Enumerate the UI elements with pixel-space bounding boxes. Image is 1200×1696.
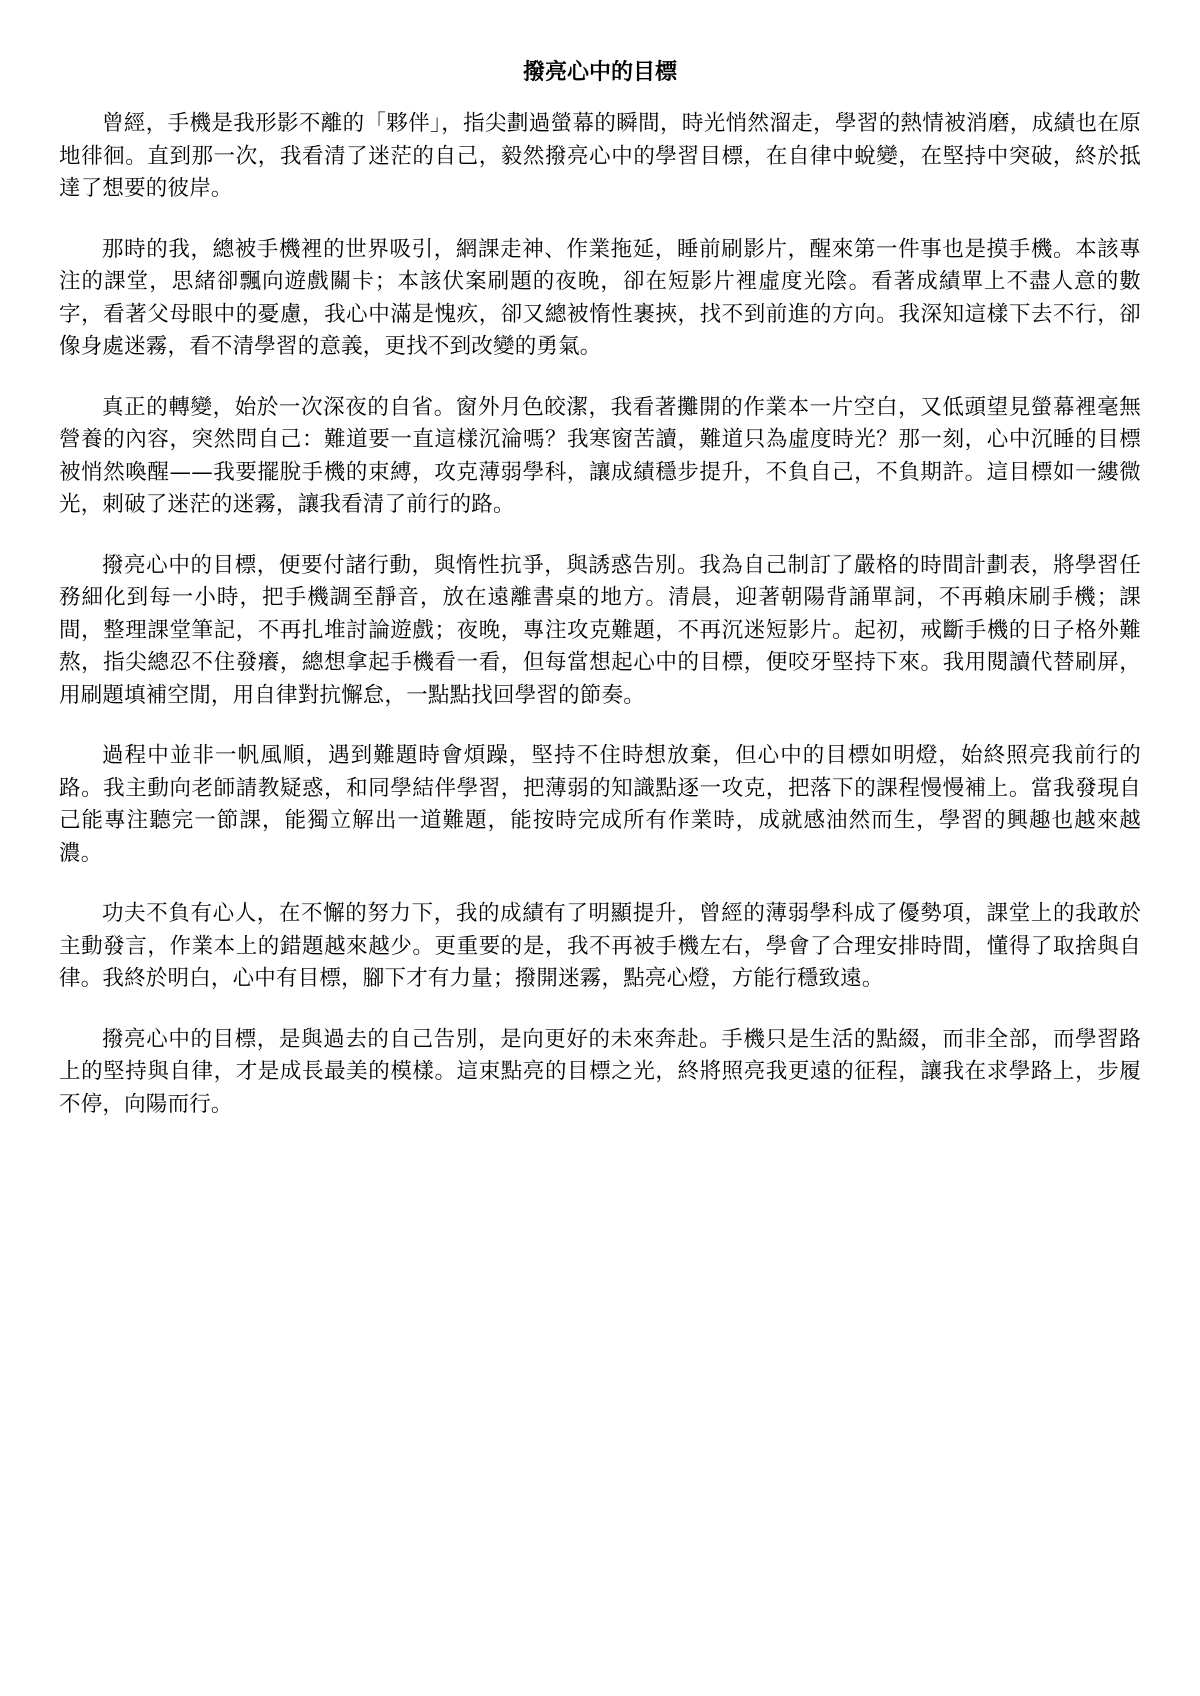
paragraph-1: 曾經，手機是我形影不離的「夥伴」，指尖劃過螢幕的瞬間，時光悄然溜走，學習的熱情被消磨，成績也在原地徘徊。直到那一次，我看清了迷茫的自己，毅然撥亮心中的學習目標，在自律中蛻變，在堅持中突破，終於抵達了想要的彼岸。 bbox=[59, 111, 1141, 201]
document-page bbox=[59, 58, 1141, 1149]
paragraph-7: 撥亮心中的目標，是與過去的自己告別，是向更好的未來奔赴。手機只是生活的點綴，而非全部，而學習路上的堅持與自律，才是成長最美的模樣。這束點亮的目標之光，終將照亮我更遠的征程，讓我在求學路上，步履不停，向陽而行。 bbox=[59, 1026, 1141, 1117]
paragraph-2: 那時的我，總被手機裡的世界吸引，網課走神、作業拖延，睡前刷影片，醒來第一件事也是摸手機。本該專注的課堂，思緒卻飄向遊戲關卡；本該伏案刷題的夜晚，卻在短影片裡虛度光陰。看著成績單上不盡人意的數字，看著父母眼中的憂慮，我心中滿是愧疚，卻又總被惰性裹挾，找不到前進的方向。我深知這樣下去不行，卻像身處迷霧，看不清學習的意義，更找不到改變的勇氣。 bbox=[59, 236, 1141, 359]
paragraph-3: 真正的轉變，始於一次深夜的自省。窗外月色皎潔，我看著攤開的作業本一片空白，又低頭望見螢幕裡毫無營養的內容，突然問自己：難道要一直這樣沉淪嗎？我寒窗苦讀，難道只為虛度時光？那一刻，心中沉睡的目標被悄然喚醒——我要擺脫手機的束縛，攻克薄弱學科，讓成績穩步提升，不負自己，不負期許。這目標如一縷微光，刺破了迷茫的迷霧，讓我看清了前行的路。 bbox=[59, 394, 1141, 517]
paragraph-5: 過程中並非一帆風順，遇到難題時會煩躁，堅持不住時想放棄，但心中的目標如明燈，始終照亮我前行的路。我主動向老師請教疑惑，和同學結伴學習，把薄弱的知識點逐一攻克，把落下的課程慢慢補上。當我發現自己能專注聽完一節課，能獨立解出一道難題，能按時完成所有作業時，成就感油然而生，學習的興趣也越來越濃。 bbox=[59, 743, 1141, 866]
paragraph-6: 功夫不負有心人，在不懈的努力下，我的成績有了明顯提升，曾經的薄弱學科成了優勢項，課堂上的我敢於主動發言，作業本上的錯題越來越少。更重要的是，我不再被手機左右，學會了合理安排時間，懂得了取捨與自律。我終於明白，心中有目標，腳下才有力量；撥開迷霧，點亮心燈，方能行穩致遠。 bbox=[59, 901, 1141, 991]
document-title: 撥亮心中的目標 bbox=[522, 60, 677, 85]
paragraph-4: 撥亮心中的目標，便要付諸行動，與惰性抗爭，與誘惑告別。我為自己制訂了嚴格的時間計劃表，將學習任務細化到每一小時，把手機調至靜音，放在遠離書桌的地方。清晨，迎著朝陽背誦單詞，不再賴床刷手機；課間，整理課堂筆記，不再扎堆討論遊戲；夜晚，專注攻克難題，不再沉迷短影片。起初，戒斷手機的日子格外難熬，指尖總忍不住發癢，總想拿起手機看一看，但每當想起心中的目標，便咬牙堅持下來。我用閱讀代替刷屏，用刷題填補空閒，用自律對抗懈怠，一點點找回學習的節奏。 bbox=[59, 552, 1141, 708]
